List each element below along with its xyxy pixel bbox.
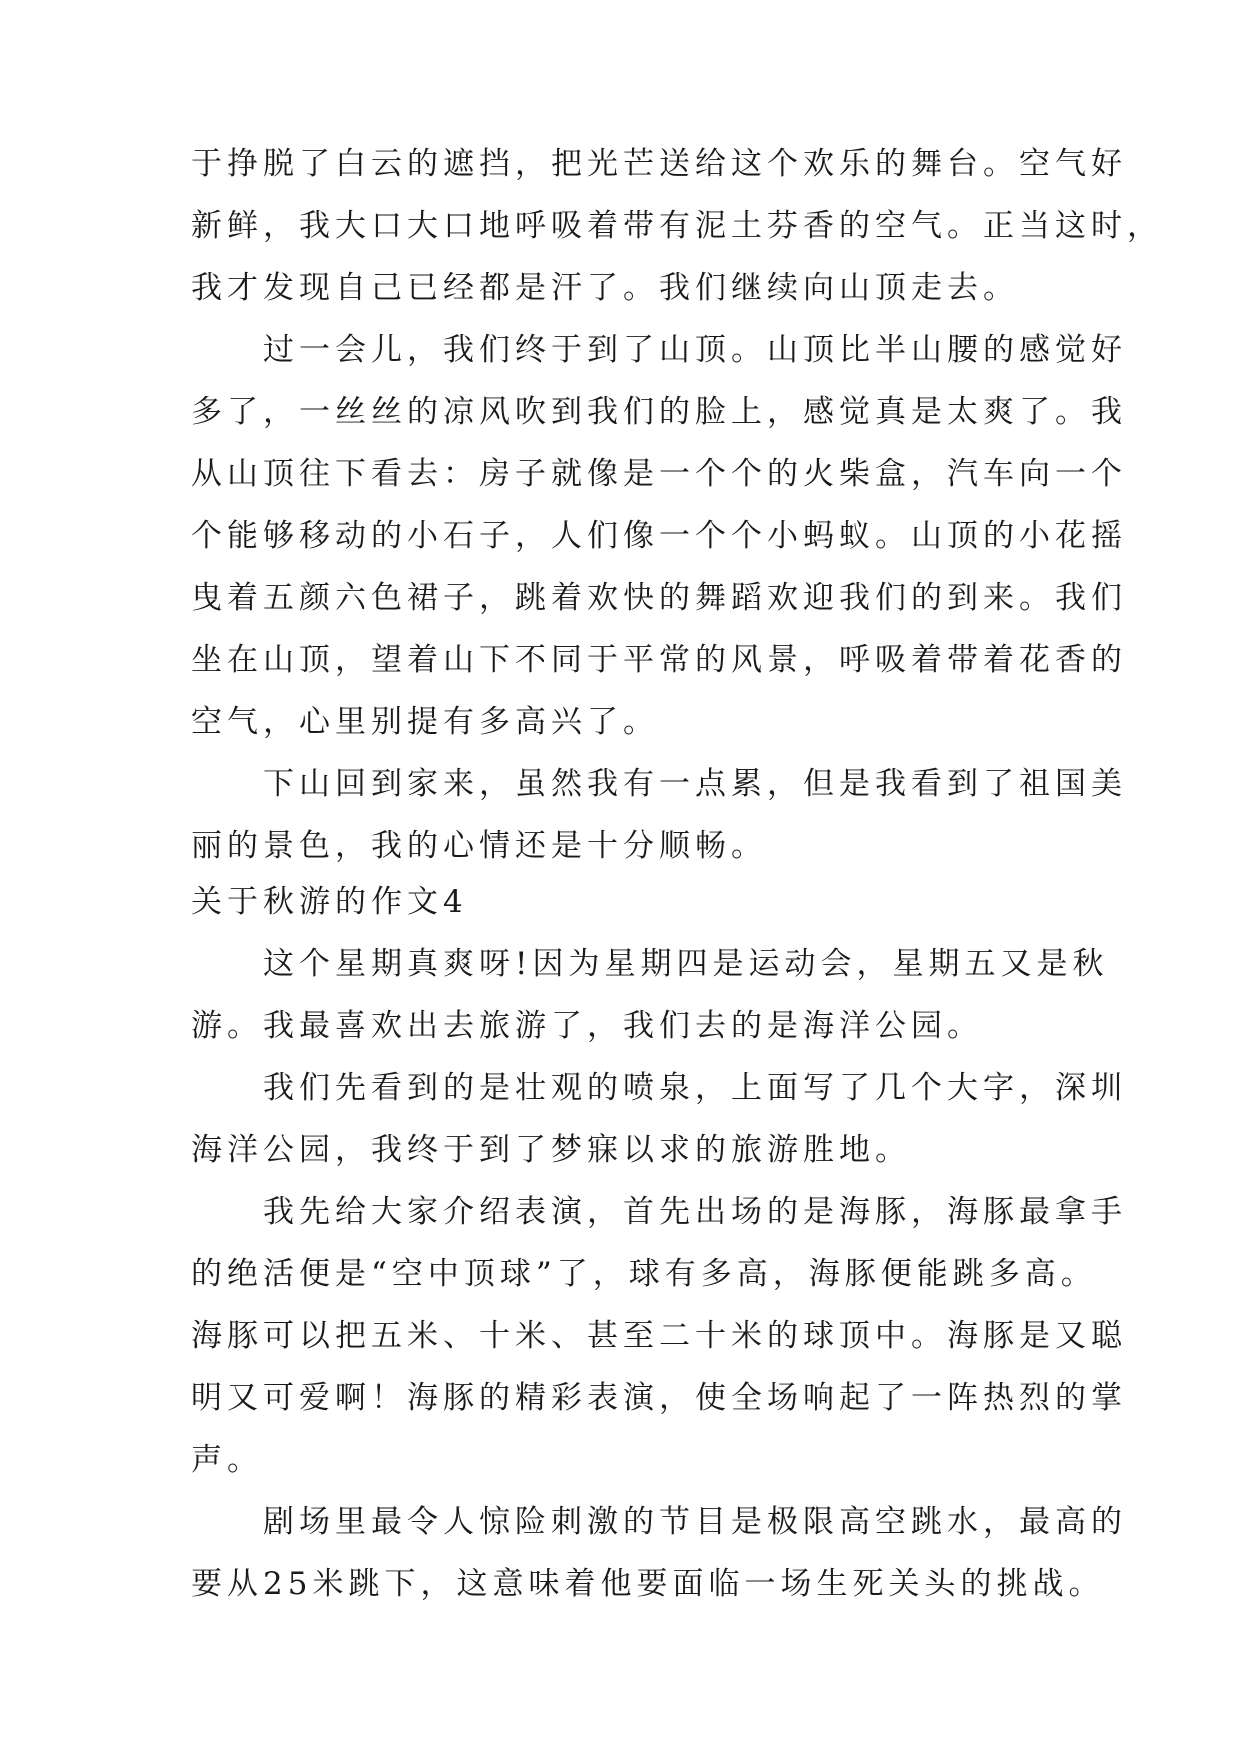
text-line: 新鲜，我大口大口地呼吸着带有泥土芬香的空气。正当这时， — [191, 208, 1163, 244]
text-line: 剧场里最令人惊险刺激的节目是极限高空跳水，最高的 — [263, 1504, 1127, 1540]
text-line: 下山回到家来，虽然我有一点累，但是我看到了祖国美 — [263, 766, 1127, 802]
paragraph-1 — [191, 133, 1163, 319]
text-line: 空气，心里别提有多高兴了。 — [191, 704, 659, 740]
text-line: 多了，一丝丝的凉风吹到我们的脸上，感觉真是太爽了。我 — [191, 394, 1127, 430]
paragraph-2 — [191, 319, 1127, 753]
text-line: 于挣脱了白云的遮挡，把光芒送给这个欢乐的舞台。空气好 — [191, 146, 1127, 182]
text-line: 我先给大家介绍表演，首先出场的是海豚，海豚最拿手 — [263, 1194, 1127, 1230]
essay-body — [191, 133, 1163, 1615]
text-line: 曳着五颜六色裙子，跳着欢快的舞蹈欢迎我们的到来。我们 — [191, 580, 1127, 616]
paragraph-4 — [191, 933, 1109, 1057]
paragraph-7 — [191, 1491, 1127, 1615]
text-line: 这个星期真爽呀!因为星期四是运动会，星期五又是秋 — [263, 946, 1109, 982]
text-line: 要从25米跳下，这意味着他要面临一场生死关头的挑战。 — [191, 1566, 1105, 1602]
paragraph-3 — [191, 753, 1127, 877]
text-line: 我们先看到的是壮观的喷泉，上面写了几个大字，深圳 — [263, 1070, 1127, 1106]
section-heading: 关于秋游的作文4 — [191, 884, 468, 920]
text-line: 海洋公园，我终于到了梦寐以求的旅游胜地。 — [191, 1132, 911, 1168]
text-line: 声。 — [191, 1442, 263, 1478]
text-line: 明又可爱啊！海豚的精彩表演，使全场响起了一阵热烈的掌 — [191, 1380, 1127, 1416]
text-line: 个能够移动的小石子，人们像一个个小蚂蚁。山顶的小花摇 — [191, 518, 1127, 554]
paragraph-6 — [191, 1181, 1127, 1491]
text-line: 过一会儿，我们终于到了山顶。山顶比半山腰的感觉好 — [263, 332, 1127, 368]
text-line: 从山顶往下看去：房子就像是一个个的火柴盒，汽车向一个 — [191, 456, 1127, 492]
text-line: 丽的景色，我的心情还是十分顺畅。 — [191, 828, 767, 864]
text-line: 坐在山顶，望着山下不同于平常的风景，呼吸着带着花香的 — [191, 642, 1127, 678]
text-line: 我才发现自己已经都是汗了。我们继续向山顶走去。 — [191, 270, 1019, 306]
text-line: 的绝活便是“空中顶球”了，球有多高，海豚便能跳多高。 — [191, 1256, 1097, 1292]
text-line: 游。我最喜欢出去旅游了，我们去的是海洋公园。 — [191, 1008, 983, 1044]
text-line: 海豚可以把五米、十米、甚至二十米的球顶中。海豚是又聪 — [191, 1318, 1127, 1354]
paragraph-5 — [191, 1057, 1127, 1181]
